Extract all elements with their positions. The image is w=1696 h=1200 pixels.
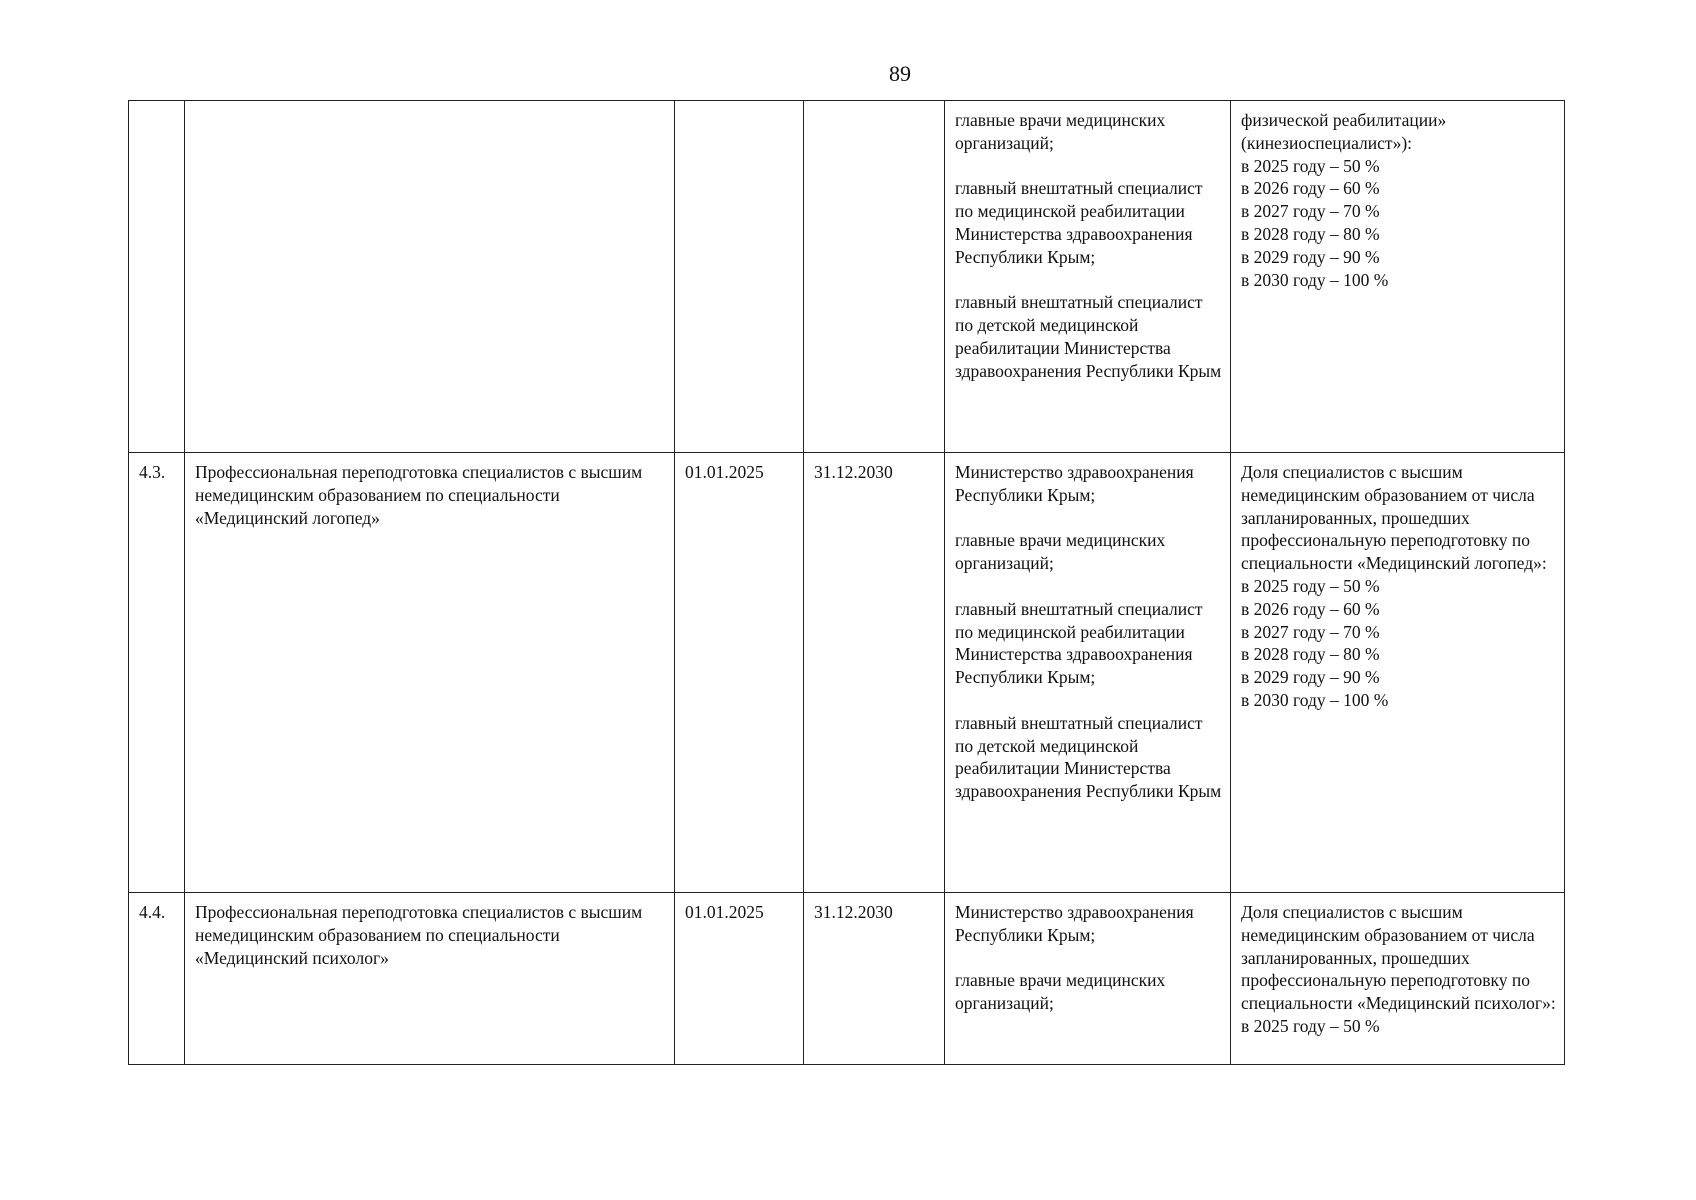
- responsible-item: главный внештатный специалист по медицинской реабилитации Министерства здравоохранения Республики Крым;: [955, 598, 1203, 688]
- responsible-item: главный внештатный специалист по детской медицинской реабилитации Министерства здравоохранения Республики Крым: [955, 292, 1222, 381]
- target-value: в 2026 году – 60 %: [1241, 178, 1380, 199]
- indicator: [1231, 893, 1565, 1065]
- responsible-item: главные врачи медицинских организаций;: [955, 970, 1166, 1014]
- target-value: в 2027 году – 70 %: [1241, 201, 1380, 222]
- responsible-item: Министерство здравоохранения Республики Крым;: [955, 902, 1194, 945]
- responsible-executors: [945, 101, 1231, 453]
- target-value: в 2026 году – 60 %: [1241, 598, 1380, 619]
- end-date: [804, 101, 945, 453]
- target-value: в 2025 году – 50 %: [1241, 155, 1380, 176]
- measure-name: [185, 101, 675, 453]
- start-date: 01.01.2025: [675, 893, 804, 1065]
- responsible-item: главный внештатный специалист по детской медицинской реабилитации Министерства здравоохранения Республики Крым: [955, 712, 1222, 802]
- responsible-executors: [945, 453, 1231, 893]
- start-date: 01.01.2025: [675, 453, 804, 893]
- table-row: [129, 893, 1565, 1065]
- measure-name: Профессиональная переподготовка специалистов с высшим немедицинским образованием по специальности «Медицинский логопед»: [185, 453, 675, 893]
- page-number: 89: [889, 61, 911, 86]
- table-row: [129, 101, 1565, 453]
- target-value: в 2025 году – 50 %: [1241, 575, 1380, 596]
- target-value: в 2030 году – 100 %: [1241, 269, 1389, 290]
- table-row: [129, 453, 1565, 893]
- indicator-text: Доля специалистов с высшим немедицинским образованием от числа запланированных, прошедших профессиональную переподготовку по специальности «Медицинский психолог»:: [1241, 902, 1556, 1014]
- responsible-executors: [945, 893, 1231, 1065]
- responsible-item: главные врачи медицинских организаций;: [955, 530, 1166, 574]
- measures-table: [128, 100, 1565, 1065]
- indicator: [1231, 453, 1565, 893]
- responsible-item: главный внештатный специалист по медицинской реабилитации Министерства здравоохранения Республики Крым;: [955, 178, 1203, 267]
- start-date: [675, 101, 804, 453]
- measure-number: [129, 101, 185, 453]
- measure-number: 4.4.: [129, 893, 185, 1065]
- end-date: 31.12.2030: [804, 453, 945, 893]
- responsible-item: главные врачи медицинских организаций;: [955, 110, 1166, 153]
- target-value: в 2029 году – 90 %: [1241, 667, 1380, 688]
- end-date: 31.12.2030: [804, 893, 945, 1065]
- target-value: в 2028 году – 80 %: [1241, 644, 1380, 665]
- target-value: в 2029 году – 90 %: [1241, 246, 1380, 267]
- target-value: в 2028 году – 80 %: [1241, 223, 1380, 244]
- measure-number: 4.3.: [129, 453, 185, 893]
- measure-name: Профессиональная переподготовка специалистов с высшим немедицинским образованием по специальности «Медицинский психолог»: [185, 893, 675, 1065]
- target-value: в 2030 году – 100 %: [1241, 689, 1389, 710]
- indicator: [1231, 101, 1565, 453]
- responsible-item: Министерство здравоохранения Республики Крым;: [955, 462, 1194, 505]
- indicator-text: физической реабилитации» (кинезиоспециалист»):: [1241, 110, 1447, 153]
- indicator-text: Доля специалистов с высшим немедицинским образованием от числа запланированных, прошедших профессиональную переподготовку по специальности «Медицинский логопед»:: [1241, 462, 1547, 574]
- target-value: в 2027 году – 70 %: [1241, 621, 1380, 642]
- target-value: в 2025 году – 50 %: [1241, 1015, 1380, 1036]
